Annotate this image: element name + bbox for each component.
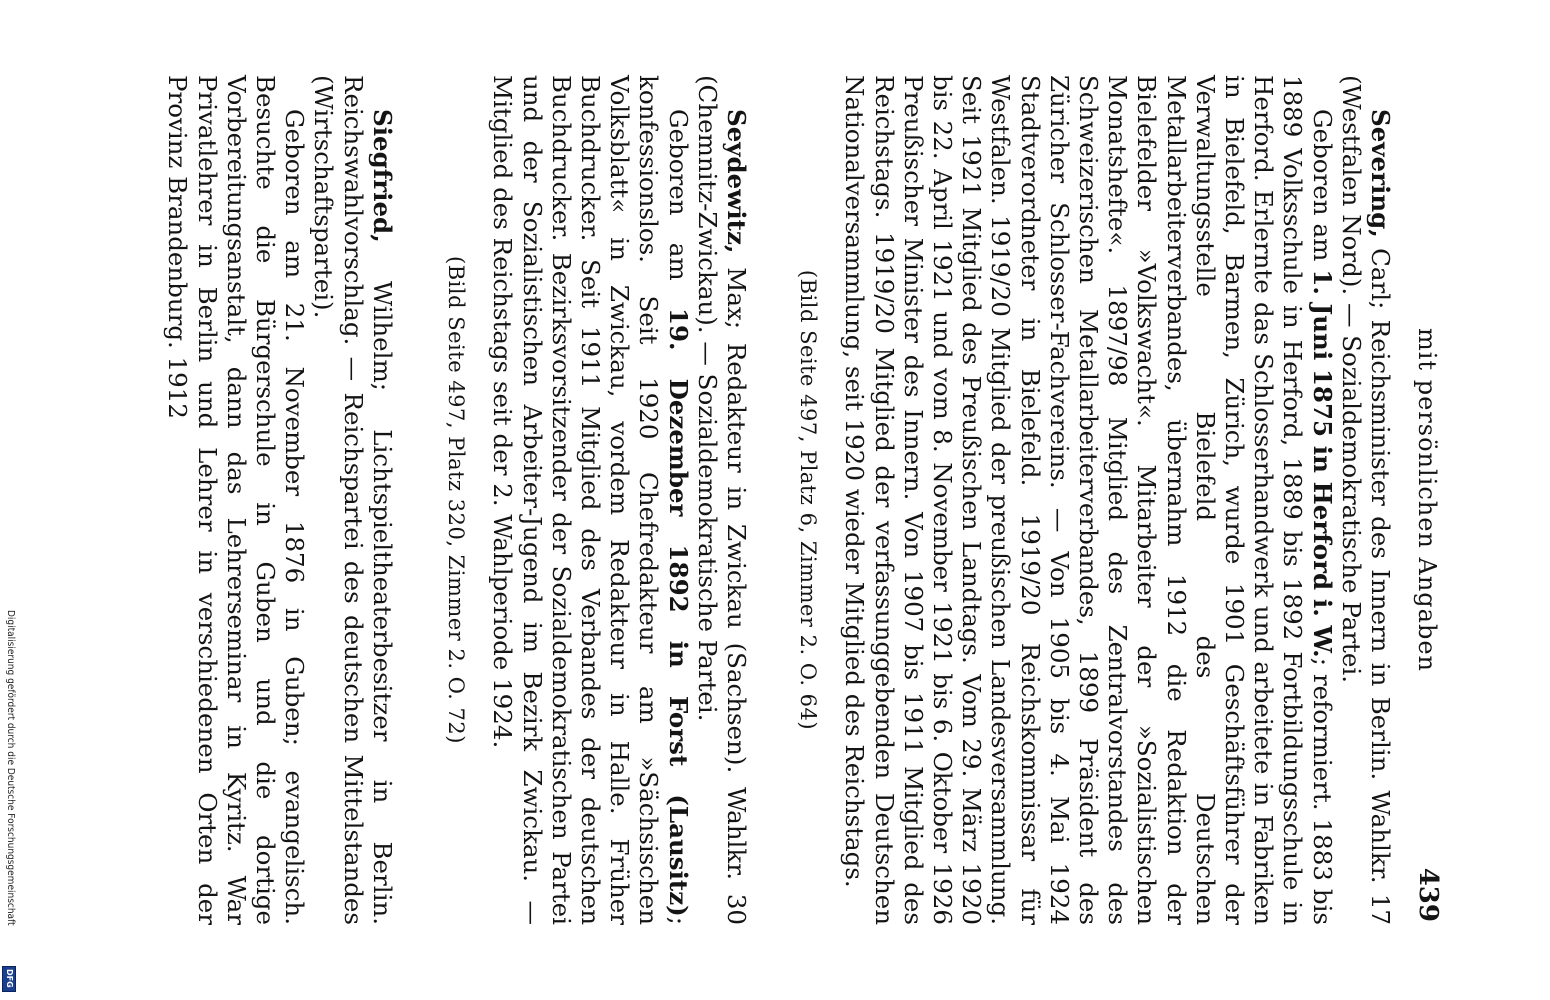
- entry-lead: Carl; Reichsminister des Innern in Berlin. Wahlkr. 17 (Westfalen Nord). — Sozialdemokratische Partei.: [1336, 75, 1395, 925]
- bio-text: Geboren am 21. November 1876 in Guben; evangelisch. Besuchte die Bürgerschule in Guben und die dortige Vorbereitungsanstalt, dann das Lehrerseminar in Kyritz. War Privatlehrer in Berlin und Lehrer in verschiedenen Orten der Provinz Brandenburg. 1912: [163, 75, 310, 925]
- page-body: [163, 75, 1395, 925]
- entry-heading: [1337, 75, 1395, 925]
- entry-heading: [309, 75, 397, 925]
- photo-reference: (Bild Seite 497, Platz 6, Zimmer 2. O. 64): [796, 269, 821, 731]
- entry-name: Siegfried,: [367, 109, 397, 243]
- entry-seydewitz: [441, 75, 751, 925]
- entry-bio: [163, 75, 309, 925]
- entry-bio: [840, 75, 1336, 925]
- entry-siegfried: [163, 75, 397, 925]
- dfg-logo-icon: [2, 966, 16, 992]
- entry-name: Severing,: [1366, 109, 1395, 238]
- entry-severing: [793, 75, 1395, 925]
- bio-text: ; konfessionslos. Seit 1920 Chefredakteur am »Sächsischen Volksblatt« in Zwickau, vordem Redakteur in Halle. Früher Buchdrucker. Seit 1911 Mitglied des Verbandes der deutschen Buchdrucker. Bezirksvorsitzender der Sozialdemokratischen Partei und der Sozialistischen Arbeiter-Jugend im Bezirk Zwickau. — Mitglied des Reichstags seit der 2. Wahlperiode 1924.: [488, 75, 693, 925]
- page-header: [1405, 0, 1445, 1000]
- logo-text: DFG: [5, 969, 14, 988]
- photo-reference: (Bild Seite 497, Platz 320, Zimmer 2. O. 72): [444, 256, 469, 744]
- page-number: 439: [1413, 867, 1443, 922]
- running-title: mit persönlichen Angaben: [1413, 328, 1441, 672]
- bio-birth: 19. Dezember 1892 in Forst (Lausitz): [663, 307, 693, 917]
- entry-heading: [693, 75, 751, 925]
- entry-bio: [488, 75, 692, 925]
- digitization-credit: [2, 610, 18, 990]
- bio-text: Geboren am: [663, 109, 693, 308]
- entry-lead: Max; Redakteur in Zwickau (Sachsen). Wahlkr. 30 (Chemnitz-Zwickau). — Sozialdemokratische Partei.: [692, 75, 751, 925]
- bio-text: Geboren am: [1307, 109, 1337, 270]
- entry-lead: Wilhelm; Lichtspieltheaterbesitzer in Berlin. Reichswahlvorschlag. — Reichspartei des deutschen Mittelstandes (Wirtschaftspartei).: [309, 75, 397, 925]
- entry-name: Seydewitz,: [721, 109, 751, 254]
- bio-text: ; reformiert. 1883 bis 1889 Volksschule in Herford, 1889 bis 1892 Fortbildungsschule in Herford. Erlernte das Schlosserhandwerk und arbeitete in Fabriken in Bielefeld, Barmen, Zürich, wurde 1901 Geschäftsführer der Verwaltungsstelle Bielefeld des Deutschen Metallarbeiterverbandes, übernahm 1912 die Redaktion der Bielefelder »Volkswacht«. Mitarbeiter der »Sozialistischen Monatshefte«. 1897/98 Mitglied des Zentralvorstandes des Schweizerischen Metallarbeiterverbandes, 1899 Präsident des Züricher Schlosser-Fachvereins. — Von 1905 bis 4. Mai 1924 Stadtverordneter in Bielefeld. 1919/20 Reichskommissar für Westfalen. 1919/20 Mitglied der preußischen Landesversammlung. Seit 1921 Mitglied des Preußischen Landtags. Vom 29. März 1920 bis 22. April 1921 und vom 8. November 1921 bis 6. Oktober 1926 Preußischer Minister des Innern. Von 1907 bis 1911 Mitglied des Reichstags. 1919/20 Mitglied der verfassunggebenden Deutschen Nationalversammlung, seit 1920 wieder Mitglied des Reichstags.: [840, 75, 1337, 925]
- bio-birth: 1. Juni 1875 in Herford i. W.: [1307, 269, 1337, 658]
- credit-text: Digitalisierung gefördert durch die Deutsche Forschungsgemeinschaft: [5, 610, 16, 926]
